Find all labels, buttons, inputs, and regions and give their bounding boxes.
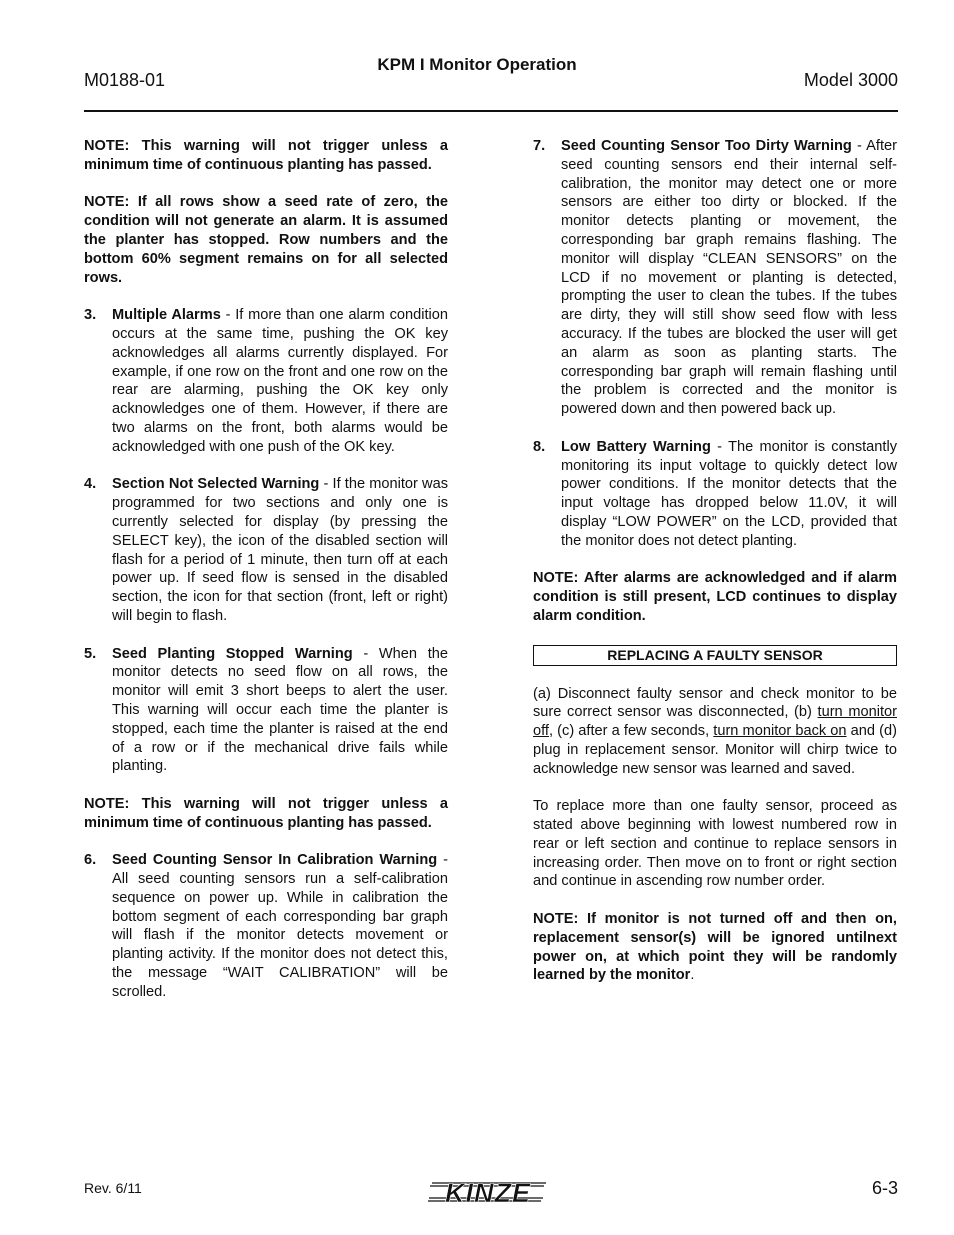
list-item	[84, 645, 448, 777]
note-paragraph: NOTE: After alarms are acknowledged and if alarm condition is still present, LCD continues to display alarm condition.	[533, 570, 897, 624]
list-item-title: Seed Counting Sensor Too Dirty Warning	[561, 138, 852, 154]
model-label: Model 3000	[803, 70, 898, 90]
logo-wordmark: KINZE	[445, 1178, 531, 1208]
list-item	[533, 137, 897, 419]
note-paragraph	[533, 910, 897, 985]
right-column	[533, 137, 897, 1004]
list-item-body: - After seed counting sensors end their internal self-calibration, the monitor may detect one or more sensors are either too dirty or blocked. If the monitor detects planting or movement, the corresponding bar graph remains flashing. The monitor will display “CLEAN SENSORS” on the LCD if no movement or planting is detected, prompting the user to clean the tubes. If the tubes are dirty, they will still show seed flow with less accuracy. If the tubes are blocked the user will get an alarm as soon as planting starts. The corresponding bar graph will remain flashing until the problem is corrected and the monitor is powered down and then powered back up.	[561, 138, 898, 418]
section-heading: REPLACING A FAULTY SENSOR	[533, 645, 897, 666]
text-run: (c) after a few seconds,	[553, 723, 714, 740]
list-item	[533, 438, 897, 551]
list-item-body: - All seed counting sensors run a self-calibration sequence on power up. While in calibration the bottom segment of each corresponding bar graph will flash if the monitor detects movement or planting activity. If the monitor does not detect this, the message “WAIT CALIBRATION” will be scrolled.	[112, 852, 449, 1000]
underlined-text: turn monitor off,	[533, 704, 897, 740]
list-item-number: 6.	[84, 852, 97, 869]
list-item-body: - When the monitor detects no seed flow on all rows, the monitor will emit 3 short beeps to alert the user. This warning will occur each time the planter is stopped, each time the planter is raised at the end of a row or if the mechanical drive fails while planting.	[112, 645, 448, 775]
list-item-number: 7.	[533, 138, 546, 154]
list-item-title: Seed Planting Stopped Warning	[112, 645, 353, 662]
list-item	[84, 475, 448, 625]
list-item-number: 4.	[84, 476, 97, 493]
list-item	[84, 851, 448, 1001]
list-item-number: 3.	[84, 307, 97, 324]
note-text: NOTE: If monitor is not turned off and then on, replacement sensor(s) will be ignored untilnext power on, at which point they will be randomly learned by the monitor	[533, 911, 897, 984]
note-paragraph: NOTE: If all rows show a seed rate of zero, the condition will not generate an alarm. It is assumed the planter has stopped. Row numbers and the bottom 60% segment remains on for all selected rows.	[84, 194, 448, 286]
underlined-text: turn monitor back on	[713, 723, 847, 740]
revision-label: Rev. 6/11	[84, 1180, 142, 1196]
list-item-body: - The monitor is constantly monitoring its input voltage to quickly detect low power conditions. If the monitor detects that the input voltage has dropped below 11.0V, it will display “LOW POWER” on the LCD, provided that the monitor does not detect planting.	[561, 438, 897, 549]
kinze-logo	[428, 1174, 552, 1208]
text-run: .	[690, 967, 695, 984]
list-item-number: 8.	[533, 438, 546, 455]
header-divider	[84, 110, 898, 112]
document-number: M0188-01	[84, 70, 166, 90]
list-item-number: 5.	[84, 645, 97, 662]
list-item-title: Low Battery Warning	[561, 438, 711, 455]
list-item	[84, 306, 448, 456]
list-item-body: - If the monitor was programmed for two sections and only one is currently selected for display (by pressing the SELECT key), the icon of the disabled section will flash for a period of 1 minute, then turn off at each power up. If seed flow is sensed in the disabled section, the icon for that section (front, left or right) will begin to flash.	[112, 476, 448, 624]
list-item-title: Section Not Selected Warning	[112, 476, 320, 493]
page-title: KPM I Monitor Operation	[377, 55, 577, 74]
note-paragraph: NOTE: This warning will not trigger unless a minimum time of continuous planting has passed.	[84, 138, 448, 173]
list-item-body: - If more than one alarm condition occurs at the same time, pushing the OK key acknowledges all alarms currently displayed. For example, if one row on the front and one row on the rear are alarming, pushing the OK key only acknowledges one of them. However, if there are two alarms on the front, both alarms would be acknowledged with one push of the OK key.	[112, 307, 448, 455]
note-paragraph: NOTE: This warning will not trigger unless a minimum time of continuous planting has passed.	[84, 795, 448, 831]
body-paragraph	[533, 685, 897, 779]
body-paragraph: To replace more than one faulty sensor, proceed as stated above beginning with lowest numbered row in rear or left section and continue to replace sensors in increasing order. Then move on to front or right section and continue in ascending row number order.	[533, 798, 897, 890]
list-item-title: Multiple Alarms	[112, 307, 221, 324]
text-run: (a) Disconnect faulty sensor and check monitor to be sure correct sensor was disconnected, (b)	[533, 685, 897, 721]
page-number: 6-3	[871, 1178, 898, 1198]
list-item-title: Seed Counting Sensor In Calibration Warning	[112, 852, 438, 869]
text-run: and (d) plug in replacement sensor. Monitor will chirp twice to acknowledge new sensor was learned and saved.	[533, 723, 897, 777]
left-column	[84, 137, 448, 1020]
